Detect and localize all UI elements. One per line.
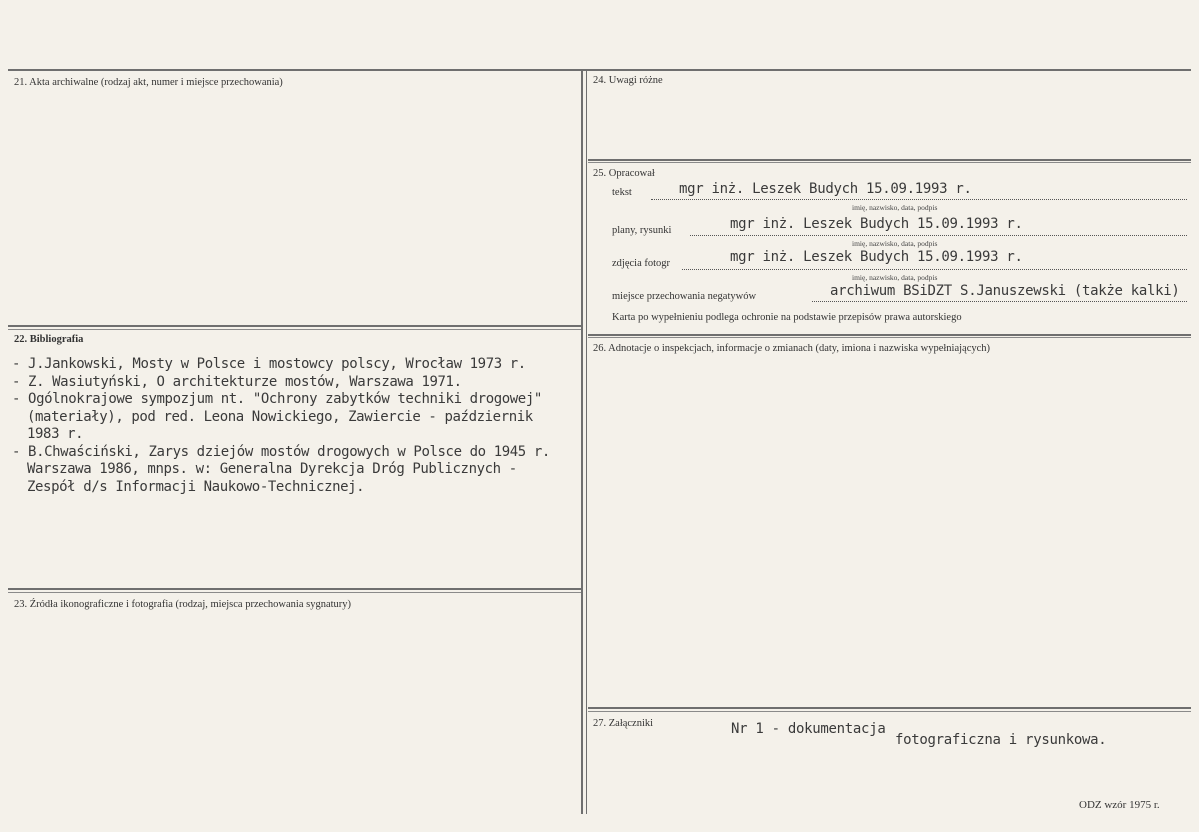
plany-hint: imię, nazwisko, data, podpis (852, 239, 938, 248)
tekst-label: tekst (612, 187, 632, 198)
bib-entry-4: - B.Chwaściński, Zarys dziejów mostów drogowych w Polsce do 1945 r. Warszawa 1986, mnps. w: Generalna Dyrekcja Dróg Publicznych - Zespół d/s Informacji Naukowo-Technicznej. (12, 443, 550, 495)
column-divider (581, 69, 583, 814)
zdjecia-hint: imię, nazwisko, data, podpis (852, 273, 938, 282)
zalaczniki-part2: fotograficzna i rysunkowa. (895, 732, 1107, 748)
zdjecia-value: mgr inż. Leszek Budych 15.09.1993 r. (730, 249, 1023, 265)
rule-22-23 (8, 588, 581, 590)
rule-21-22 (8, 325, 581, 327)
bib-entry-2: - Z. Wasiutyński, O architekturze mostów, Warszawa 1971. (12, 373, 462, 390)
section-23-heading: 23. Źródła ikonograficzne i fotografia (rodzaj, miejsca przechowania sygnatury) (14, 599, 352, 610)
rule-26-27-b (588, 711, 1191, 712)
section-25-heading: 25. Opracował (593, 168, 655, 179)
zalaczniki-part1: Nr 1 - dokumentacja (731, 721, 886, 737)
section-27-heading: 27. Załączniki (593, 718, 654, 729)
rule-25-26 (588, 334, 1191, 336)
rule-22-23-b (8, 592, 581, 593)
plany-line (690, 235, 1187, 236)
bib-entry-3: - Ogólnokrajowe sympozjum nt. "Ochrony zabytków techniki drogowej" (materiały), pod red. Leona Nowickiego, Zawiercie - październik 1983 r. (12, 391, 542, 442)
tekst-hint: imię, nazwisko, data, podpis (852, 203, 938, 212)
plany-value: mgr inż. Leszek Budych 15.09.1993 r. (730, 216, 1023, 232)
column-divider-b (586, 69, 587, 814)
rule-26-27 (588, 707, 1191, 709)
rule-24-25 (588, 159, 1191, 161)
negatywy-line (812, 301, 1187, 302)
section-22-heading: 22. Bibliografia (14, 334, 84, 345)
form-footer: ODZ wzór 1975 r. (1079, 799, 1160, 811)
rule-25-26-b (588, 337, 1191, 338)
negatywy-label: miejsce przechowania negatywów (612, 291, 757, 302)
copyright-note: Karta po wypełnieniu podlega ochronie na podstawie przepisów prawa autorskiego (612, 312, 962, 323)
rule-21-22-b (8, 329, 581, 330)
bibliography-list (12, 356, 550, 496)
section-24-heading: 24. Uwagi różne (593, 75, 663, 86)
bib-entry-1: - J.Jankowski, Mosty w Polsce i mostowcy polscy, Wrocław 1973 r. (12, 356, 526, 372)
tekst-line (651, 199, 1187, 200)
rule-24-25-b (588, 162, 1191, 163)
negatywy-value: archiwum BSiDZT S.Januszewski (także kalki) (830, 283, 1180, 299)
zdjecia-label: zdjęcia fotogr (612, 258, 671, 269)
tekst-value: mgr inż. Leszek Budych 15.09.1993 r. (679, 181, 972, 197)
section-26-heading: 26. Adnotacje o inspekcjach, informacje o zmianach (daty, imiona i nazwiska wypełniających) (593, 343, 991, 354)
zdjecia-line (682, 269, 1187, 270)
top-rule (8, 69, 1191, 71)
section-21-heading: 21. Akta archiwalne (rodzaj akt, numer i miejsce przechowania) (14, 77, 283, 88)
plany-label: plany, rysunki (612, 225, 672, 236)
